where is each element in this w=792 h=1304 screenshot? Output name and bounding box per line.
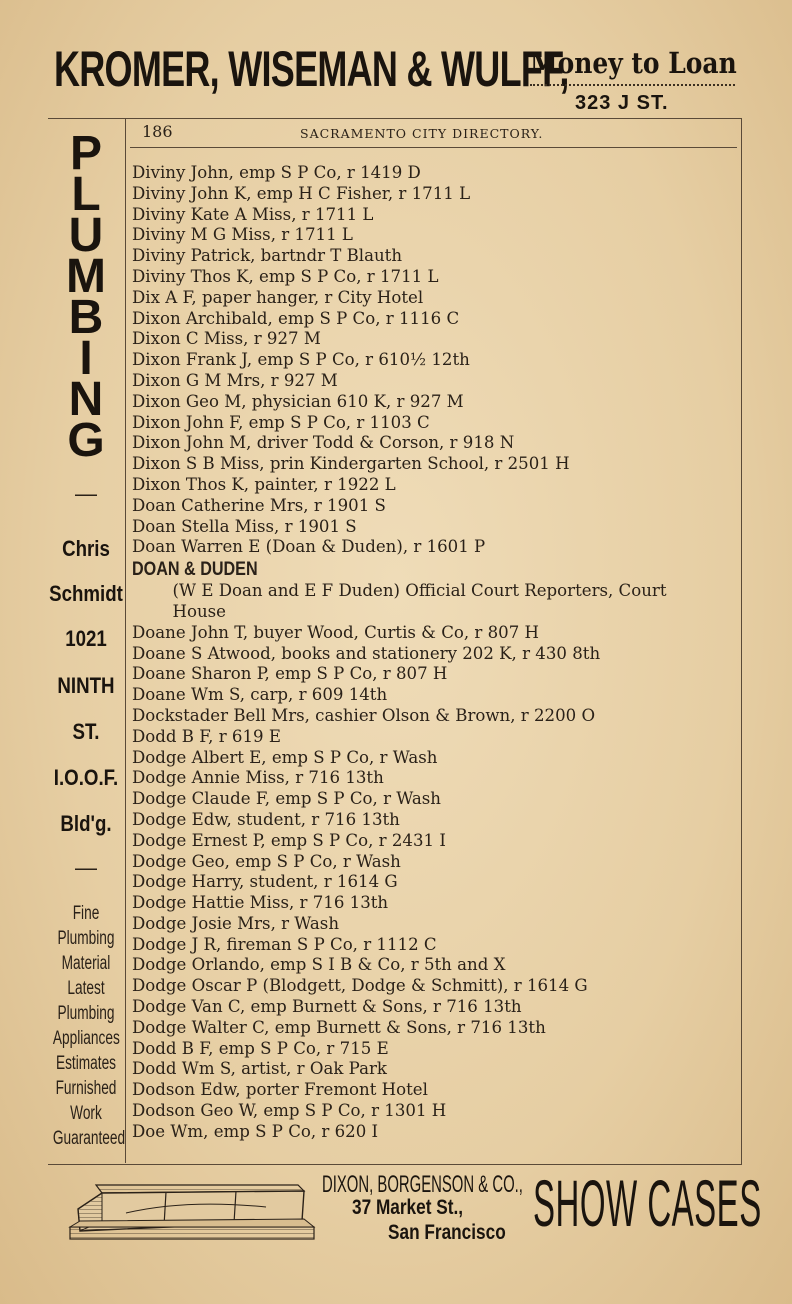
vertical-letter: P [69, 127, 102, 180]
directory-entry: Dodd Wm S, artist, r Oak Park [132, 1059, 387, 1080]
side-slogan-line: Material [61, 953, 111, 974]
directory-entry: Doane Sharon P, emp S P Co, r 807 H [132, 664, 448, 685]
side-street-name: NINTH [57, 673, 115, 698]
directory-entry: Dixon S B Miss, prin Kindergarten School, r 2501 H [132, 454, 570, 475]
side-slogan-line: Guaranteed [52, 1128, 126, 1149]
vertical-letter: B [68, 291, 104, 344]
directory-entry: Dodge Claude F, emp S P Co, r Wash [132, 789, 441, 810]
directory-entry: Dixon John M, driver Todd & Corson, r 918 N [132, 433, 515, 454]
entry-group-a [132, 163, 742, 558]
directory-entry: Doane S Atwood, books and stationery 202 K, r 430 8th [132, 643, 601, 664]
directory-entry: Doan Warren E (Doan & Duden), r 1601 P [132, 537, 486, 558]
directory-entry: Dixon John F, emp S P Co, r 1103 C [132, 412, 430, 433]
directory-entry: Dixon G M Mrs, r 927 M [132, 370, 338, 391]
header-advertisement [0, 28, 792, 118]
show-case-illustration [66, 1173, 318, 1243]
directory-entry: Dodge Van C, emp Burnett & Sons, r 716 13th [132, 997, 522, 1018]
bold-listing-line: (W E Doan and E F Duden) Official Court Reporters, Court [172, 581, 667, 602]
side-slogan-line: Appliances [52, 1028, 120, 1049]
vertical-letter: L [71, 168, 101, 221]
side-slogan-line: Estimates [55, 1053, 117, 1074]
directory-entry: Dodge Walter C, emp Burnett & Sons, r 716 13th [132, 1017, 546, 1038]
side-building-name: I.O.O.F. [53, 765, 119, 790]
directory-entry: Dixon Archibald, emp S P Co, r 1116 C [132, 308, 460, 329]
running-head: SACRAMENTO CITY DIRECTORY. [300, 126, 544, 141]
bold-listing-heading: DOAN & DUDEN [132, 559, 258, 581]
directory-entry: Dodge Hattie Miss, r 716 13th [132, 893, 389, 914]
vertical-letter: U [68, 209, 104, 262]
directory-entry: Diviny John, emp S P Co, r 1419 D [132, 163, 421, 183]
directory-entry: Dodson Geo W, emp S P Co, r 1301 H [132, 1101, 447, 1122]
directory-entry: Dodge Albert E, emp S P Co, r Wash [132, 747, 438, 768]
directory-entry: Diviny Thos K, emp S P Co, r 1711 L [132, 266, 439, 287]
directory-entry: Dodge J R, fireman S P Co, r 1112 C [132, 934, 437, 955]
side-slogan-line: Fine [72, 903, 100, 924]
header-money-to-loan: Money to Loan [530, 46, 737, 80]
header-dotted-rule [530, 84, 735, 86]
side-name-first: Chris [62, 536, 110, 561]
running-head-rule [130, 147, 737, 148]
side-street-suffix: ST. [72, 719, 100, 744]
directory-entry: Dixon C Miss, r 927 M [132, 329, 321, 350]
directory-entry: Dixon Thos K, painter, r 1922 L [132, 474, 396, 495]
vertical-letter: G [67, 414, 105, 467]
directory-entry: Doan Stella Miss, r 1901 S [132, 516, 357, 537]
side-dash: — [75, 481, 97, 506]
directory-entry: Dodge Josie Mrs, r Wash [132, 913, 340, 934]
page-number: 186 [142, 122, 173, 141]
vertical-letter: M [66, 250, 106, 303]
directory-entry: Dodge Ernest P, emp S P Co, r 2431 I [132, 830, 446, 851]
directory-entry: Dodge Edw, student, r 716 13th [132, 809, 400, 830]
vertical-letter: I [79, 332, 93, 385]
directory-entry: Dodge Harry, student, r 1614 G [132, 872, 398, 893]
header-firm-name: KROMER, WISEMAN & WULFF, [54, 41, 569, 97]
footer-advertisement [0, 1165, 792, 1285]
directory-entry: Dodge Geo, emp S P Co, r Wash [132, 851, 401, 872]
directory-entry: Dodd B F, emp S P Co, r 715 E [132, 1038, 389, 1059]
directory-entry: Dodge Orlando, emp S I B & Co, r 5th and X [132, 955, 506, 976]
header-address: 323 J ST. [575, 92, 669, 114]
bold-listing-details [132, 581, 742, 623]
footer-street: 37 Market St., [352, 1196, 464, 1219]
directory-entry: Doane John T, buyer Wood, Curtis & Co, r 807 H [132, 622, 540, 643]
directory-entry: Dix A F, paper hanger, r City Hotel [132, 287, 424, 308]
entry-group-b [132, 623, 742, 1143]
directory-entry: Doan Catherine Mrs, r 1901 S [132, 495, 386, 516]
side-building-suffix: Bld'g. [60, 811, 112, 836]
directory-entry: Dodson Edw, porter Fremont Hotel [132, 1080, 428, 1101]
plumbing-vertical-word [40, 127, 132, 467]
directory-entry: Dodge Oscar P (Blodgett, Dodge & Schmitt), r 1614 G [132, 976, 588, 997]
directory-entry: Dixon Frank J, emp S P Co, r 610½ 12th [132, 350, 470, 371]
side-slogan-line: Furnished [55, 1078, 117, 1099]
vertical-letter: N [68, 373, 104, 426]
footer-product: SHOW CASES [533, 1166, 762, 1240]
footer-city: San Francisco [388, 1221, 506, 1244]
directory-entry: Diviny John K, emp H C Fisher, r 1711 L [132, 183, 471, 204]
directory-entry: Diviny Patrick, bartndr T Blauth [132, 246, 403, 267]
side-slogan-line: Plumbing [57, 928, 115, 949]
footer-firm-name: DIXON, BORGENSON & CO., [322, 1171, 523, 1198]
directory-entry: Dockstader Bell Mrs, cashier Olson & Brown, r 2200 O [132, 705, 596, 726]
directory-entries [132, 163, 742, 1143]
directory-entry: Diviny M G Miss, r 1711 L [132, 225, 353, 246]
directory-entry: Dixon Geo M, physician 610 K, r 927 M [132, 391, 464, 412]
directory-entry: Dodge Annie Miss, r 716 13th [132, 768, 384, 789]
bold-listing-line: House [172, 601, 226, 622]
side-slogan-line: Plumbing [57, 1003, 115, 1024]
side-dash-second: — [75, 855, 97, 880]
directory-entry: Doe Wm, emp S P Co, r 620 I [132, 1121, 379, 1142]
side-name-last: Schmidt [49, 581, 123, 606]
side-street-number: 1021 [65, 626, 107, 651]
side-slogan-line: Latest [67, 978, 105, 999]
directory-entry: Dodd B F, r 619 E [132, 726, 281, 747]
directory-entry: Doane Wm S, carp, r 609 14th [132, 685, 388, 706]
side-slogan-line: Work [70, 1103, 102, 1124]
directory-entry: Diviny Kate A Miss, r 1711 L [132, 204, 374, 225]
